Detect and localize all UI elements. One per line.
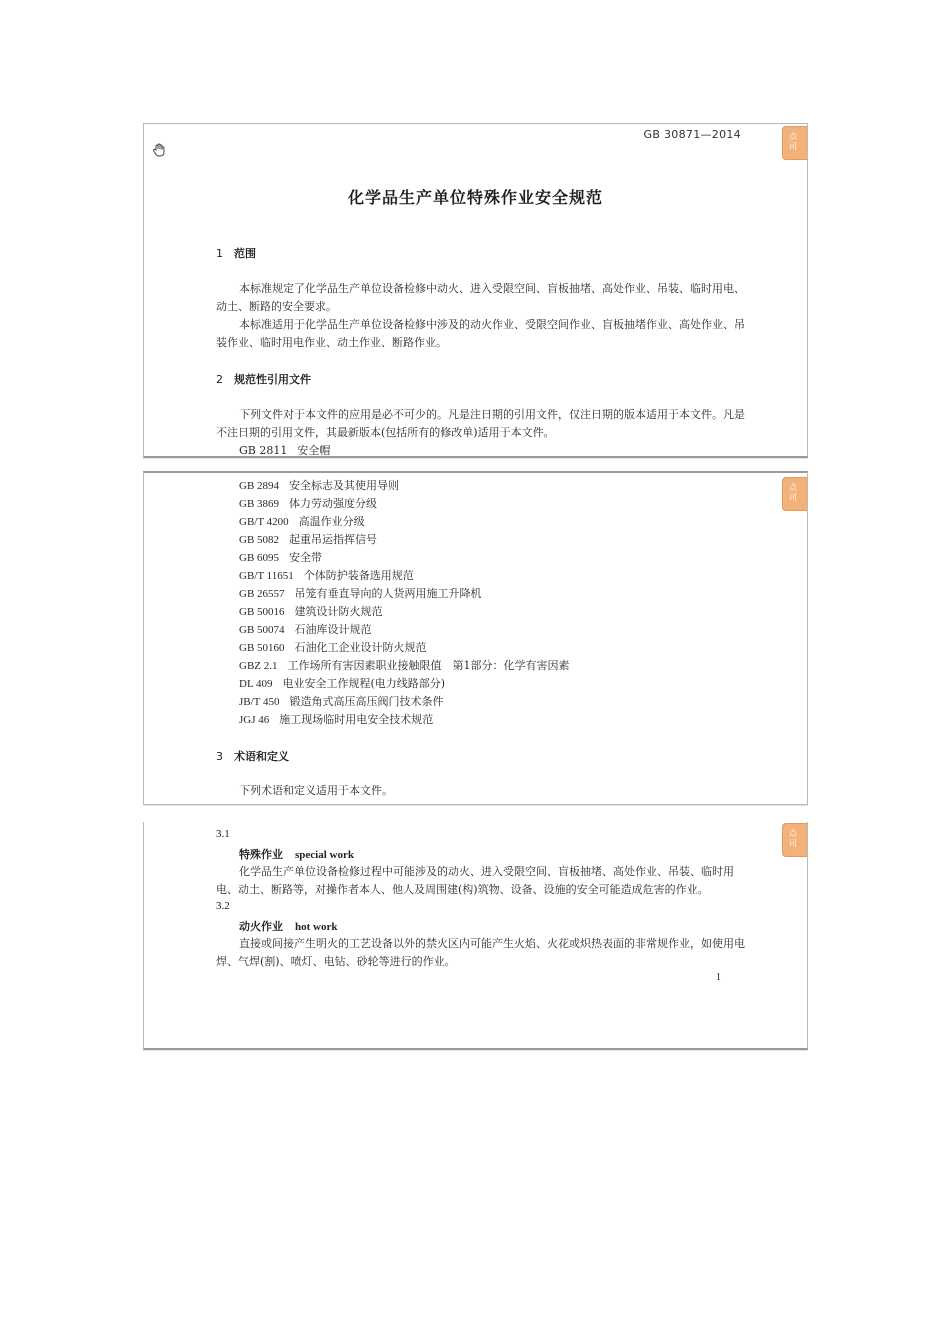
reference-item	[239, 495, 570, 513]
reference-name: 施工现场临时用电安全技术规范	[279, 713, 434, 726]
section-title: 范围	[234, 247, 256, 260]
reference-item	[239, 675, 570, 693]
paragraph: 本标准规定了化学品生产单位设备检修中动火、进入受限空间、盲板抽堵、高处作业、吊装、临时用电、动土、断路的安全要求。	[216, 282, 745, 313]
reference-code: JGJ 46	[239, 714, 270, 726]
reference-code: GB 50074	[239, 624, 285, 636]
term-definition	[216, 863, 746, 899]
reference-list	[239, 477, 570, 729]
reference-code: GB/T 11651	[239, 570, 294, 582]
reference-item	[239, 711, 570, 729]
page-panel-3	[143, 822, 808, 1050]
section-title: 规范性引用文件	[234, 373, 311, 386]
reference-code: GB 2811	[239, 444, 288, 457]
reference-item	[239, 603, 570, 621]
side-tab-label: 点 司	[789, 483, 797, 502]
reference-code: GB 50160	[239, 642, 285, 654]
reference-code: GB 26557	[239, 588, 285, 600]
reference-code: GB 2894	[239, 480, 280, 492]
reference-name: 工作场所有害因素职业接触限值 第1部分：化学有害因素	[287, 659, 570, 672]
term-name	[239, 918, 337, 934]
term-definition	[216, 935, 746, 971]
term-en: hot work	[295, 921, 338, 933]
reference-name: 体力劳动强度分级	[289, 497, 378, 510]
reference-item	[239, 442, 769, 458]
reference-code: GB 5082	[239, 534, 280, 546]
paragraph: 本标准适用于化学品生产单位设备检修中涉及的动火作业、受限空间作业、盲板抽堵作业、高处作业、吊装作业、临时用电作业、动土作业、断路作业。	[216, 318, 745, 349]
document-title: 化学品生产单位特殊作业安全规范	[347, 188, 603, 207]
reference-code: JB/T 450	[239, 696, 280, 708]
reference-name: 建筑设计防火规范	[294, 605, 383, 618]
section-title: 术语和定义	[234, 750, 289, 763]
reference-item	[239, 549, 570, 567]
term-zh: 动火作业	[239, 920, 283, 933]
reference-code: GB/T 4200	[239, 516, 289, 528]
paragraph: 化学品生产单位设备检修过程中可能涉及的动火、进入受限空间、盲板抽堵、高处作业、吊装、临时用电、动土、断路等，对操作者本人、他人及周围建(构)筑物、设备、设施的安全可能造成危害的作业。	[216, 865, 734, 896]
reference-name: 个体防护装备选用规范	[303, 569, 414, 582]
reference-code: GB 6095	[239, 552, 280, 564]
section-number: 2	[216, 373, 223, 386]
reference-code: GB 50016	[239, 606, 285, 618]
reference-item	[239, 477, 570, 495]
reference-code: DL 409	[239, 678, 273, 690]
section-2-heading	[216, 371, 311, 387]
paragraph: 直接或间接产生明火的工艺设备以外的禁火区内可能产生火焰、火花或炽热表面的非常规作业，如使用电焊、气焊(割)、喷灯、电钻、砂轮等进行的作业。	[216, 937, 745, 968]
side-tab-label: 点 司	[789, 829, 797, 848]
reference-item	[239, 567, 570, 585]
section-number: 3	[216, 750, 223, 763]
section-1-body	[216, 280, 746, 352]
side-bookmark-tab[interactable]	[782, 823, 808, 857]
reference-name: 高温作业分级	[298, 515, 365, 528]
reference-name: 吊笼有垂直导向的人货两用施工升降机	[294, 587, 482, 600]
page-number: 1	[716, 972, 721, 983]
term-number: 3.2	[216, 900, 230, 912]
reference-name: 安全帽	[297, 444, 331, 457]
side-tab-label: 点 司	[789, 132, 797, 151]
reference-name: 安全带	[289, 551, 323, 564]
reference-item	[239, 693, 570, 711]
paragraph: 下列术语和定义适用于本文件。	[239, 784, 393, 797]
side-bookmark-tab[interactable]	[782, 477, 808, 511]
reference-item	[239, 639, 570, 657]
section-number: 1	[216, 247, 223, 260]
side-bookmark-tab[interactable]	[782, 126, 808, 160]
term-zh: 特殊作业	[239, 848, 283, 861]
reference-name: 起重吊运指挥信号	[289, 533, 378, 546]
reference-code: GBZ 2.1	[239, 660, 278, 672]
term-name	[239, 846, 354, 862]
reference-item	[239, 531, 570, 549]
section-3-intro	[216, 782, 746, 800]
standard-number: GB 30871—2014	[643, 128, 741, 141]
section-1-heading	[216, 245, 256, 261]
reference-item	[239, 621, 570, 639]
page-panel-2	[143, 471, 808, 805]
reference-name: 石油库设计规范	[294, 623, 372, 636]
reference-item	[239, 513, 570, 531]
section-2-intro	[216, 406, 746, 442]
reference-name: 石油化工企业设计防火规范	[294, 641, 427, 654]
reference-name: 电业安全工作规程(电力线路部分)	[282, 677, 446, 690]
term-number: 3.1	[216, 828, 230, 840]
paragraph: 下列文件对于本文件的应用是必不可少的。凡是注日期的引用文件，仅注日期的版本适用于本文件。凡是不注日期的引用文件，其最新版本(包括所有的修改单)适用于本文件。	[216, 408, 745, 439]
reference-code: GB 3869	[239, 498, 280, 510]
reference-name: 安全标志及其使用导则	[289, 479, 400, 492]
term-en: special work	[295, 849, 354, 861]
page-panel-1	[143, 123, 808, 458]
reference-item	[239, 585, 570, 603]
hand-tool-icon[interactable]	[152, 142, 166, 156]
reference-name: 锻造角式高压高压阀门技术条件	[289, 695, 444, 708]
section-3-heading	[216, 748, 289, 764]
reference-item	[239, 657, 570, 675]
